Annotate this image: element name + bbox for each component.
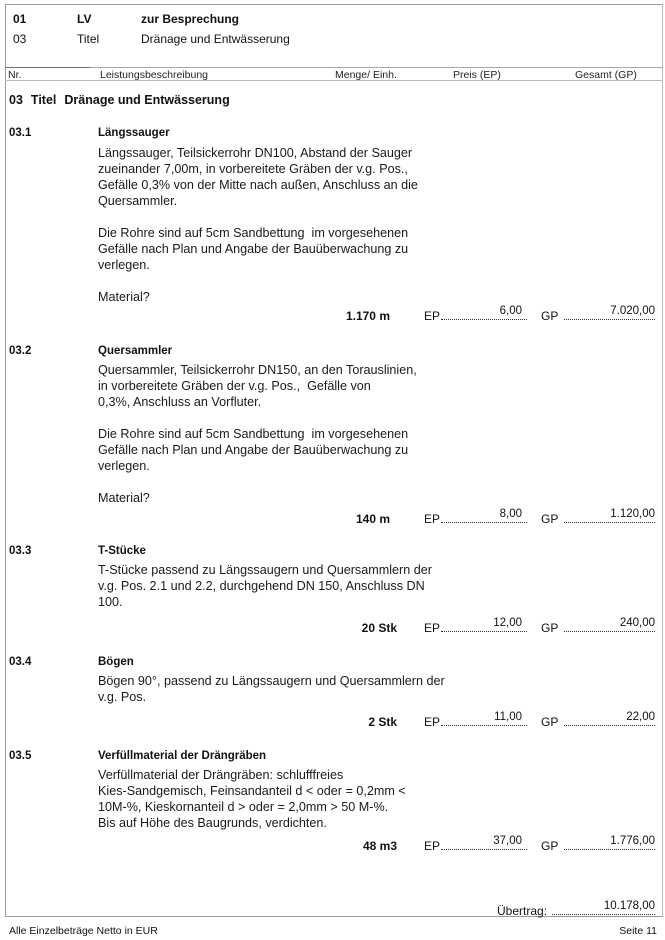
gp-label: GP (541, 839, 559, 853)
column-header-top-rule-accent (5, 67, 90, 68)
ep-label: EP (424, 715, 441, 729)
carry-over-value: 10.178,00 (603, 900, 655, 912)
position-unit-price: 37,00 (493, 835, 522, 847)
position-description: Bögen 90°, passend zu Längssaugern und Quersammlern der v.g. Pos. (98, 674, 445, 704)
position-nr: 03.5 (9, 750, 32, 762)
ep-label: EP (424, 621, 441, 635)
section-type: Titel (30, 93, 57, 107)
position-title: Bögen (98, 656, 134, 668)
ep-label: EP (424, 512, 441, 526)
ep-label: EP (424, 309, 441, 323)
section-label: Dränage und Entwässerung (64, 93, 230, 107)
position-nr: 03.3 (9, 545, 32, 557)
header-lv-label: zur Besprechung (141, 12, 240, 26)
position-quantity: 140 m (355, 512, 390, 526)
position-quantity: 1.170 m (345, 309, 390, 323)
gp-label: GP (541, 309, 559, 323)
position-nr: 03.2 (9, 345, 32, 357)
column-header-quantity: Menge/ Einh. (335, 69, 397, 81)
position-description: Verfüllmaterial der Drängräben: schlufffreies Kies-Sandgemisch, Feinsandanteil d < oder = 0,2mm < 10M-%, Kieskornanteil d > oder = 2,0mm > 50 M-%. Bis auf Höhe des Baugrunds, verdichten. (98, 768, 406, 830)
ep-label: EP (424, 839, 441, 853)
position-title: Quersammler (98, 345, 173, 357)
section-nr: 03 (9, 93, 23, 107)
gp-label: GP (541, 621, 559, 635)
position-quantity: 2 Stk (368, 715, 397, 729)
header-lv-type: LV (77, 12, 92, 26)
column-header-top-rule (5, 67, 662, 68)
position-quantity: 48 m3 (362, 839, 397, 853)
position-description: Längssauger, Teilsickerrohr DN100, Abstand der Sauger zueinander 7,00m, in vorbereitete Gräben der v.g. Pos., Gefälle 0,3% von der Mitte nach außen, Anschluss an die Quersammler. Die Rohre sind auf 5cm Sandbettung im vorgesehenen Gefälle nach Plan und Angabe der Bauüberwachung zu verlegen. Material? (98, 146, 418, 304)
position-total-price: 22,00 (626, 711, 655, 723)
column-header-total: Gesamt (GP) (575, 69, 637, 81)
position-unit-price: 11,00 (494, 711, 522, 723)
position-title: Längssauger (98, 127, 170, 139)
position-total-price: 1.120,00 (610, 508, 655, 520)
position-unit-price: 12,00 (493, 617, 522, 629)
header-title-type: Titel (77, 32, 100, 46)
column-header-description: Leistungsbeschreibung (100, 69, 208, 81)
position-total-price: 7.020,00 (610, 305, 655, 317)
footer-note: Alle Einzelbeträge Netto in EUR (9, 925, 158, 937)
header-lv-nr: 01 (13, 12, 27, 26)
position-description: T-Stücke passend zu Längssaugern und Quersammlern der v.g. Pos. 2.1 und 2.2, durchgehend DN 150, Anschluss DN 100. (98, 563, 432, 609)
column-header-nr: Nr. (8, 69, 22, 81)
position-nr: 03.4 (9, 656, 32, 668)
gp-label: GP (541, 512, 559, 526)
section-title (9, 93, 238, 107)
position-nr: 03.1 (9, 127, 32, 139)
position-description: Quersammler, Teilsickerrohr DN150, an den Torauslinien, in vorbereitete Gräben der v.g. Pos., Gefälle von 0,3%, Anschluss an Vorfluter. Die Rohre sind auf 5cm Sandbettung im vorgesehenen Gefälle nach Plan und Angabe der Bauüberwachung zu verlegen. Material? (98, 363, 417, 505)
page-number: Seite 11 (619, 925, 657, 937)
position-unit-price: 8,00 (499, 508, 522, 520)
position-unit-price: 6,00 (499, 305, 522, 317)
gp-label: GP (541, 715, 559, 729)
position-title: Verfüllmaterial der Drängräben (98, 750, 267, 762)
column-header-price: Preis (EP) (453, 69, 501, 81)
position-title: T-Stücke (98, 545, 146, 557)
position-total-price: 240,00 (619, 617, 655, 629)
header-title-nr: 03 (13, 32, 27, 46)
position-total-price: 1.776,00 (610, 835, 655, 847)
position-quantity: 20 Stk (361, 621, 397, 635)
header-title-label: Dränage und Entwässerung (141, 32, 290, 46)
carry-over-label: Übertrag: (497, 904, 548, 918)
